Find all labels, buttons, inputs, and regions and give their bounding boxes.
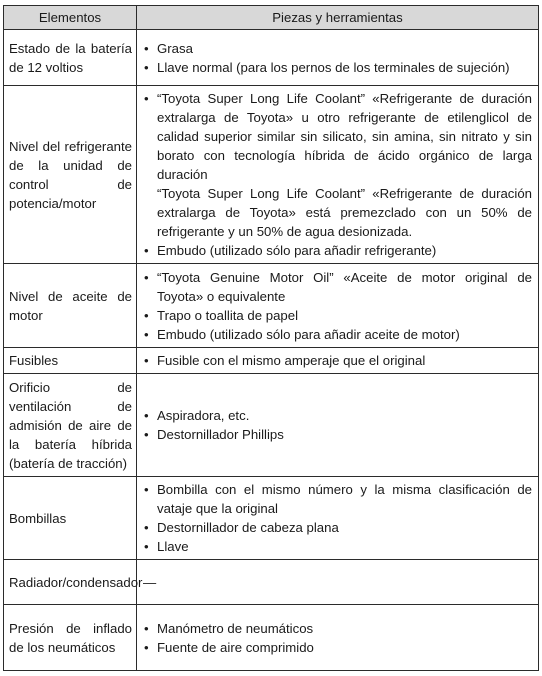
parts-cell [137,477,539,560]
table-row [4,348,539,374]
list-item: • Aspiradora, etc. [143,406,532,425]
list-item: • Fuente de aire comprimido [143,638,532,657]
empty-dash-cell: — [137,560,539,605]
list-item: • Embudo (utilizado sólo para añadir refrigerante) [143,241,532,260]
list-item: • Grasa [143,39,532,58]
list-item: • “Toyota Genuine Motor Oil” «Aceite de motor original de Toyota» o equivalente [143,268,532,306]
parts-cell [137,264,539,348]
parts-cell [137,374,539,477]
list-item: • Trapo o toallita de papel [143,306,532,325]
parts-list [143,619,532,657]
list-item: • Embudo (utilizado sólo para añadir aceite de motor) [143,325,532,344]
header-piezas-herramientas: Piezas y herramientas [137,6,539,30]
table-row [4,374,539,477]
parts-list [143,268,532,344]
parts-list [143,406,532,444]
parts-cell [137,605,539,671]
list-item: • Destornillador Phillips [143,425,532,444]
table-row [4,605,539,671]
element-cell: Presión de inflado de los neumáticos [4,605,137,671]
maintenance-tools-table [3,5,539,671]
parts-cell [137,86,539,264]
parts-list [143,480,532,556]
parts-list [143,39,532,77]
list-item: • Manómetro de neumáticos [143,619,532,638]
parts-list [143,351,532,370]
parts-list [143,89,532,260]
table-row [4,30,539,86]
list-item [143,89,532,241]
element-cell: Nivel de aceite de motor [4,264,137,348]
parts-cell [137,30,539,86]
list-item: • Destornillador de cabeza plana [143,518,532,537]
list-item: • Bombilla con el mismo número y la misma clasificación de vataje que la original [143,480,532,518]
table-row [4,560,539,605]
element-cell: Fusibles [4,348,137,374]
element-cell: Radiador/condensador [4,560,137,605]
parts-cell [137,348,539,374]
table-row [4,86,539,264]
element-cell: Estado de la batería de 12 voltios [4,30,137,86]
element-cell: Orificio de ventilación de admisión de aire de la batería híbrida (batería de tracción) [4,374,137,477]
list-item: • Llave [143,537,532,556]
table-row [4,477,539,560]
table-row [4,264,539,348]
table-header-row [4,6,539,30]
list-item: • Fusible con el mismo amperaje que el original [143,351,532,370]
list-item-note: “Toyota Super Long Life Coolant” «Refrigerante de duración extralarga de Toyota» está premezclado con un 50% de refrigerante y un 50% de agua desionizada. [157,186,532,239]
header-elementos: Elementos [4,6,137,30]
element-cell: Nivel del refrigerante de la unidad de control de potencia/motor [4,86,137,264]
list-item-text: “Toyota Super Long Life Coolant” «Refrigerante de duración extralarga de Toyota» u otro refrigerante de etilenglicol de calidad superior similar sin silicato, sin amina, sin nitrato y sin borato con tecnología híbrida de ácido orgánico de larga duración [157,91,532,182]
element-cell: Bombillas [4,477,137,560]
list-item: • Llave normal (para los pernos de los terminales de sujeción) [143,58,532,77]
